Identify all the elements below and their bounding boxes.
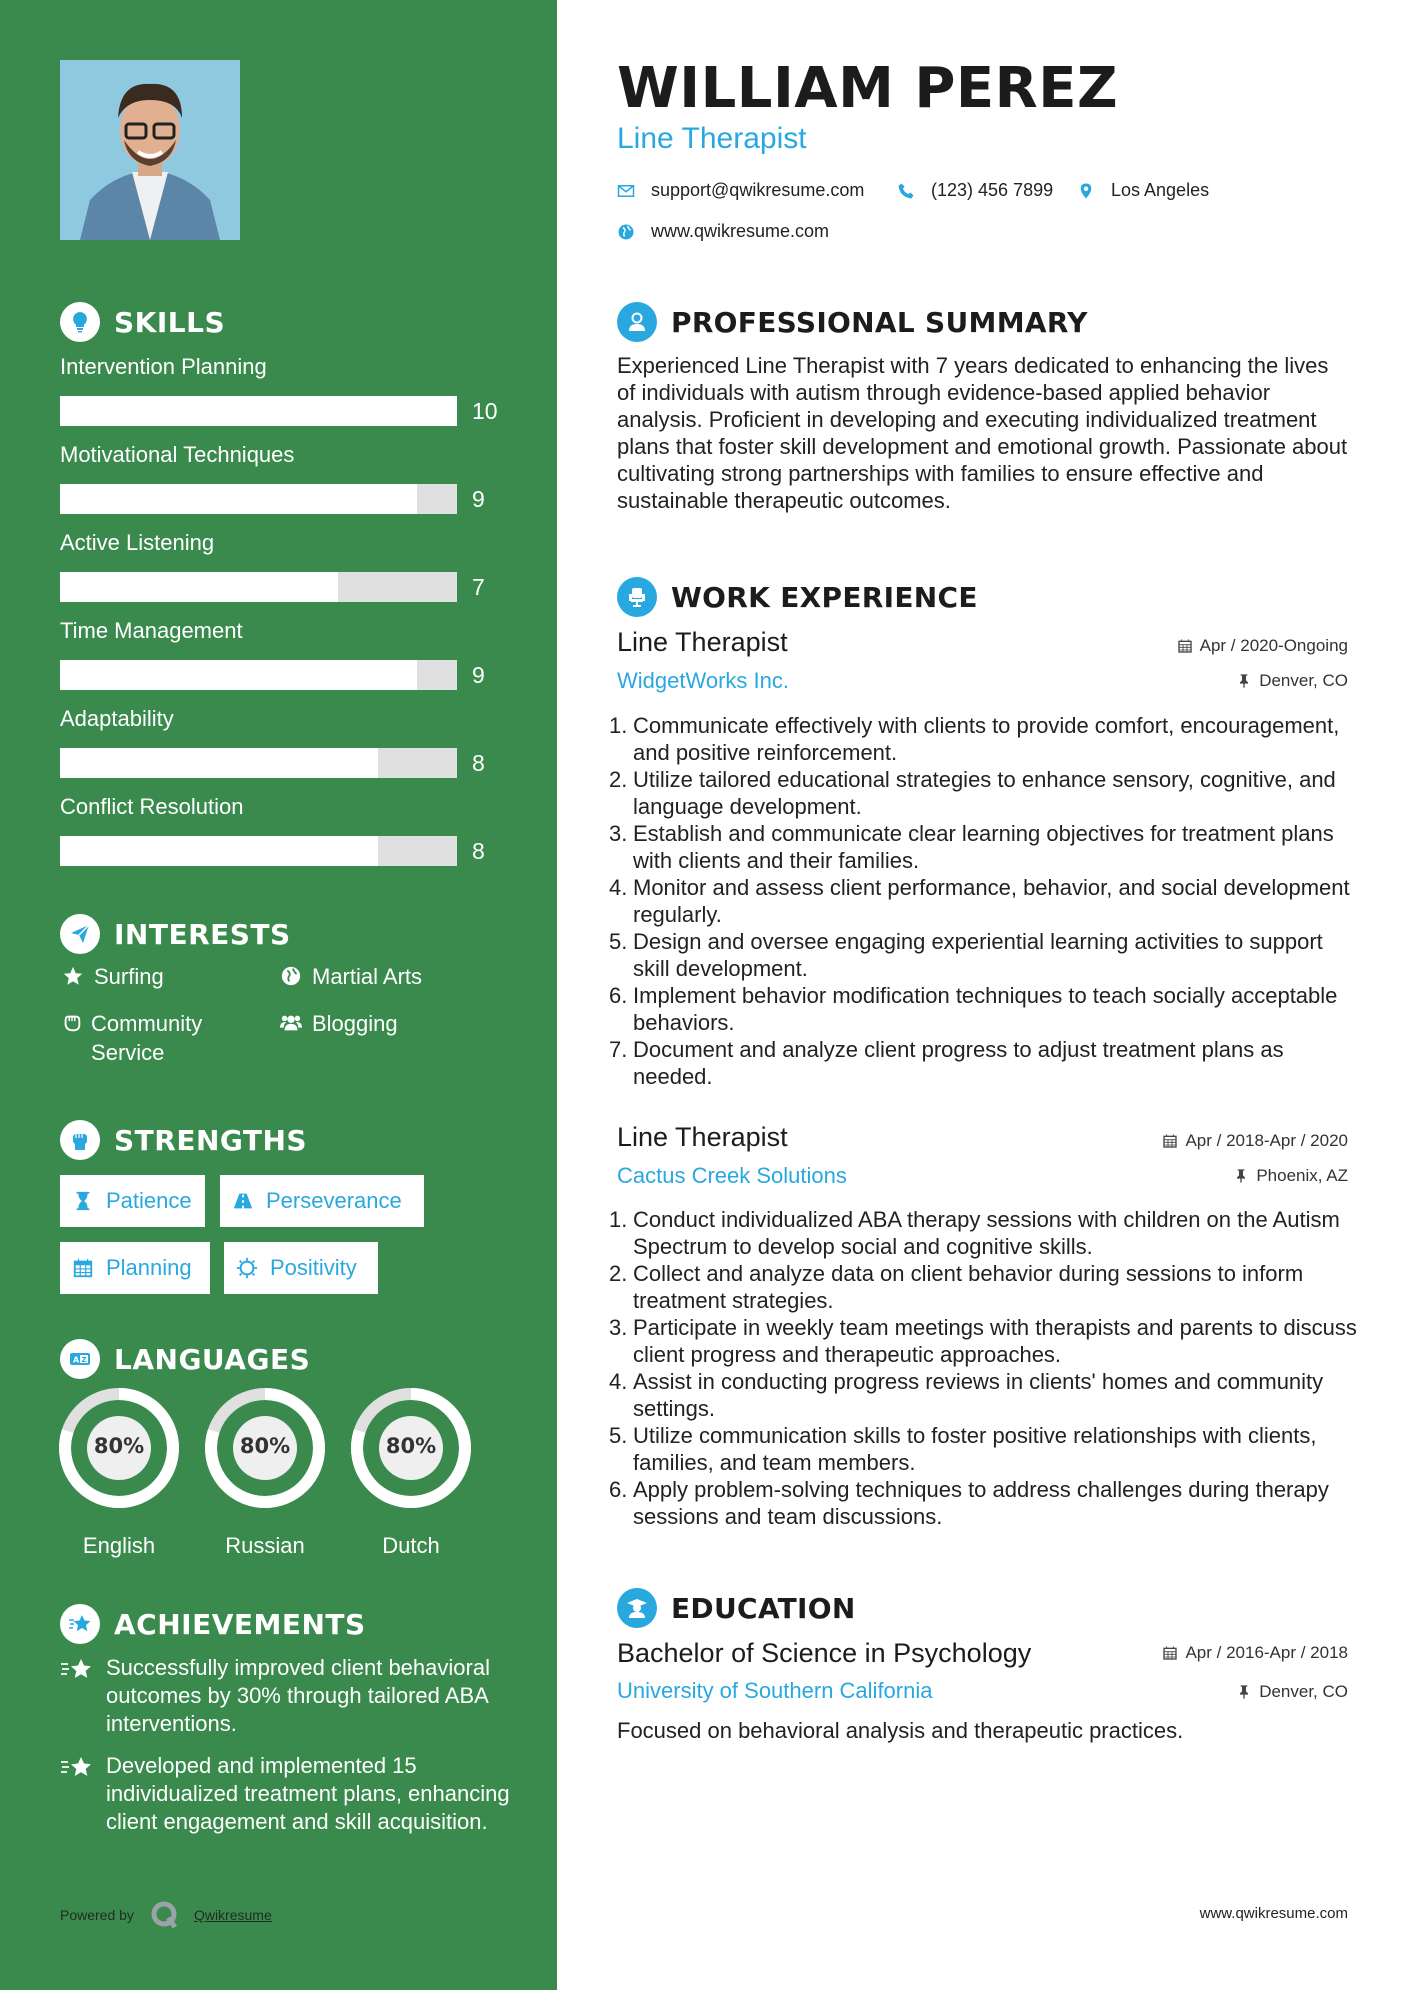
user-icon: [617, 302, 657, 342]
qwikresume-link[interactable]: Qwikresume: [193, 1907, 272, 1923]
users-icon: [278, 1009, 304, 1034]
bullet-item: 7. Document and analyze client progress to adjust treatment plans as needed.: [609, 1037, 1284, 1089]
bullet-item: 4. Monitor and assess client performance, behavior, and social development regularly.: [609, 875, 1350, 927]
language-name: English: [82, 1533, 156, 1558]
candidate-name: WILLIAM PEREZ: [617, 56, 1119, 121]
bullet-item: 1. Conduct individualized ABA therapy sessions with children on the Autism Spectrum to develop social and cognitive skills.: [609, 1207, 1340, 1259]
footer-website-link[interactable]: www.qwikresume.com: [1199, 1905, 1348, 1922]
phone-icon: [897, 182, 915, 200]
contact-phone-text: (123) 456 7899: [931, 180, 1054, 200]
strengths-header: [60, 1120, 307, 1160]
skill-item: [60, 528, 520, 602]
calendar-icon: [1162, 1645, 1178, 1661]
skill-label: Motivational Techniques: [60, 442, 295, 467]
skill-item: [60, 792, 520, 866]
skill-bar: [60, 484, 457, 514]
strength-label: Perseverance: [266, 1188, 402, 1213]
calendar-icon: [1177, 638, 1193, 654]
skill-value: 8: [472, 750, 485, 776]
language-item: [59, 1388, 179, 1559]
sidebar: [0, 0, 557, 1990]
pushpin-icon: [1233, 1168, 1249, 1184]
skill-value: 9: [472, 662, 485, 688]
skills-header: [60, 302, 225, 342]
contact-location-text: Los Angeles: [1111, 180, 1210, 200]
shooting-star-icon: [60, 1654, 94, 1738]
language-name: Dutch: [382, 1533, 440, 1558]
education-title: EDUCATION: [671, 1591, 856, 1625]
job-location: [1233, 1166, 1348, 1186]
job-location-text: Phoenix, AZ: [1256, 1166, 1348, 1185]
avatar-icon: [60, 60, 240, 240]
skill-label: Intervention Planning: [60, 354, 267, 379]
globe-icon: [278, 962, 304, 987]
language-name: Russian: [225, 1533, 305, 1558]
job-dates-text: Apr / 2020-Ongoing: [1199, 636, 1348, 655]
calendar-icon: [1162, 1133, 1178, 1149]
skill-item: [60, 352, 520, 426]
summary-header: [617, 302, 1088, 342]
degree-title: Bachelor of Science in Psychology: [617, 1638, 1032, 1668]
bullet-item: 1. Communicate effectively with clients to provide comfort, encouragement, and positive reinforcement.: [609, 713, 1340, 765]
candidate-role: Line Therapist: [617, 122, 807, 155]
education-location-text: Denver, CO: [1259, 1682, 1348, 1701]
achievement-item: [60, 1752, 530, 1836]
interests-title: INTERESTS: [114, 917, 291, 951]
job-company: WidgetWorks Inc.: [617, 668, 789, 693]
interest-label: Surfing: [94, 964, 164, 989]
education-header: [617, 1588, 856, 1628]
strength-badge: [60, 1242, 210, 1294]
lightbulb-icon: [60, 302, 100, 342]
job-title: Line Therapist: [617, 1122, 788, 1152]
contact-phone[interactable]: [897, 180, 1053, 201]
trophy-star-icon: [60, 1604, 100, 1644]
interests-header: [60, 914, 291, 954]
bullet-item: 2. Utilize tailored educational strategies to enhance sensory, cognitive, and language development.: [609, 767, 1336, 819]
interest-item: [60, 962, 164, 991]
language-item: [351, 1388, 471, 1559]
job-title: Line Therapist: [617, 627, 788, 657]
powered-by-label: Powered by: [60, 1907, 134, 1923]
strength-label: Positivity: [270, 1255, 357, 1280]
hand-icon: [60, 1009, 83, 1034]
bullet-item: 3. Establish and communicate clear learning objectives for treatment plans with clients and their families.: [609, 821, 1334, 873]
graduate-icon: [617, 1588, 657, 1628]
strength-label: Planning: [106, 1255, 192, 1280]
achievement-item: [60, 1654, 530, 1738]
experience-header: [617, 577, 978, 617]
envelope-icon: [617, 182, 635, 200]
bullet-item: 3. Participate in weekly team meetings with therapists and parents to discuss client progress and therapeutic approaches.: [609, 1315, 1357, 1367]
svg-text:Z: Z: [81, 1356, 87, 1364]
skill-label: Conflict Resolution: [60, 794, 244, 819]
skill-item: [60, 616, 520, 690]
bullet-item: 4. Assist in conducting progress reviews in clients' homes and community settings.: [609, 1369, 1324, 1421]
bullet-item: 2. Collect and analyze data on client behavior during sessions to inform treatment strategies.: [609, 1261, 1304, 1313]
road-icon: [232, 1190, 254, 1212]
language-percent: 80%: [239, 1434, 291, 1458]
school-name: University of Southern California: [617, 1678, 933, 1703]
education-dates: [1162, 1643, 1348, 1663]
education-description: Focused on behavioral analysis and therapeutic practices.: [617, 1718, 1184, 1743]
job-location-text: Denver, CO: [1259, 671, 1348, 690]
map-marker-icon: [1077, 182, 1095, 200]
language-item: [205, 1388, 325, 1559]
achievement-text: Developed and implemented 15 individualized treatment plans, enhancing client engagement and skill acquisition.: [106, 1753, 510, 1834]
skill-label: Adaptability: [60, 706, 174, 731]
job-location: [1236, 671, 1348, 691]
sun-icon: [236, 1257, 258, 1279]
skill-item: [60, 704, 520, 778]
interest-item: [278, 962, 422, 991]
contact-website-text: www.qwikresume.com: [651, 221, 830, 241]
bullet-item: 6. Apply problem-solving techniques to address challenges during therapy sessions and team discussions.: [609, 1477, 1329, 1529]
calendar-icon: [72, 1257, 94, 1279]
chair-icon: [617, 577, 657, 617]
job-dates: [1177, 636, 1348, 656]
job-dates-text: Apr / 2018-Apr / 2020: [1185, 1131, 1348, 1150]
interest-item: [60, 1009, 260, 1067]
strength-badge: [220, 1175, 424, 1227]
strengths-title: STRENGTHS: [114, 1123, 308, 1157]
globe-icon: [617, 223, 635, 241]
job-bullets: [609, 1206, 1359, 1530]
language-percent: 80%: [385, 1434, 437, 1458]
contact-email[interactable]: [617, 180, 864, 201]
skill-value: 8: [472, 838, 485, 864]
job-company: Cactus Creek Solutions: [617, 1163, 847, 1188]
shooting-star-icon: [60, 1752, 94, 1836]
bullet-item: 6. Implement behavior modification techniques to teach socially acceptable behaviors.: [609, 983, 1338, 1035]
translate-icon: [60, 1339, 100, 1379]
education-location: [1236, 1682, 1348, 1702]
contact-website[interactable]: [617, 221, 829, 242]
achievements-title: ACHIEVEMENTS: [114, 1607, 366, 1641]
skill-value: 10: [472, 398, 498, 424]
bullet-item: 5. Design and oversee engaging experiential learning activities to support skill development.: [609, 929, 1323, 981]
skill-label: Active Listening: [60, 530, 215, 555]
strength-label: Patience: [106, 1188, 192, 1213]
qwikresume-logo-icon: [150, 1900, 180, 1930]
languages-title: LANGUAGES: [114, 1342, 311, 1376]
skill-item: [60, 440, 520, 514]
experience-title: WORK EXPERIENCE: [671, 580, 978, 614]
skill-bar: [60, 836, 457, 866]
education-dates-text: Apr / 2016-Apr / 2018: [1185, 1643, 1348, 1662]
main-content: [557, 0, 1407, 1990]
powered-by: [60, 1900, 272, 1930]
summary-text: Experienced Line Therapist with 7 years dedicated to enhancing the lives of individuals with autism through evidence-based applied behavior analysis. Proficient in developing and executing individualized treatment plans that foster skill development and emotional growth. Passionate about cultivating strong partnerships with families to ensure effective and sustainable therapeutic outcomes.: [617, 353, 1348, 513]
job-dates: [1162, 1131, 1348, 1151]
hourglass-icon: [72, 1190, 94, 1212]
pushpin-icon: [1236, 673, 1252, 689]
strength-badge: [60, 1175, 205, 1227]
skill-value: 9: [472, 486, 485, 512]
summary-title: PROFESSIONAL SUMMARY: [671, 305, 1088, 339]
strength-badge: [224, 1242, 378, 1294]
skill-bar: [60, 660, 457, 690]
bullet-item: 5. Utilize communication skills to foster positive relationships with clients, families, and team members.: [609, 1423, 1317, 1475]
skill-bar: [60, 572, 457, 602]
achievements-header: [60, 1604, 366, 1644]
languages-header: [60, 1339, 310, 1379]
star-icon: [60, 962, 86, 987]
skills-title: SKILLS: [114, 305, 226, 339]
svg-text:A: A: [73, 1355, 80, 1365]
interest-item: [278, 1009, 398, 1038]
job-bullets: [609, 712, 1359, 1090]
interest-label: Community Service: [91, 1011, 203, 1065]
language-percent: 80%: [93, 1434, 145, 1458]
contact-email-text: support@qwikresume.com: [651, 180, 865, 200]
achievement-text: Successfully improved client behavioral outcomes by 30% through tailored ABA interventions.: [106, 1655, 490, 1736]
profile-photo: [60, 60, 240, 240]
skill-label: Time Management: [60, 618, 243, 643]
paper-plane-icon: [60, 914, 100, 954]
fist-icon: [60, 1120, 100, 1160]
skill-value: 7: [472, 574, 485, 600]
pushpin-icon: [1236, 1684, 1252, 1700]
interest-label: Martial Arts: [312, 964, 423, 989]
interest-label: Blogging: [312, 1011, 398, 1036]
skill-bar: [60, 748, 457, 778]
skill-bar: [60, 396, 457, 426]
contact-location: [1077, 180, 1209, 201]
